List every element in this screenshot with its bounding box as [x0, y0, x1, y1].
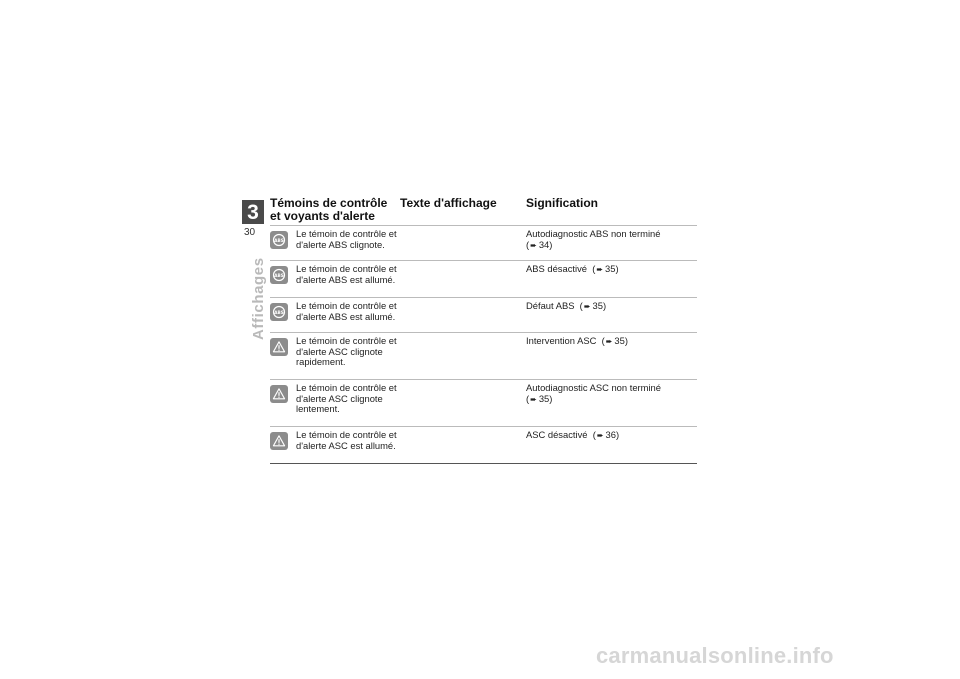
meaning-text: Autodiagnostic ASC non terminé (➨ 35) — [526, 382, 661, 404]
warning-lights-table — [270, 197, 697, 464]
page-reference[interactable]: 35) — [614, 335, 628, 346]
display-text — [400, 336, 526, 379]
asc-warning-icon — [270, 432, 288, 450]
display-text — [400, 301, 526, 332]
table-row — [270, 298, 697, 333]
display-text — [400, 430, 526, 463]
table-row — [270, 380, 697, 427]
chapter-number-badge: 3 — [242, 200, 264, 224]
page-reference[interactable]: 35) — [592, 300, 607, 311]
page-ref-arrow-icon: ➨ — [530, 394, 537, 404]
display-text — [400, 229, 526, 260]
page-ref-arrow-icon: ➨ — [596, 431, 604, 440]
chapter-title-vertical: Affichages — [250, 257, 267, 340]
asc-warning-icon — [270, 385, 288, 403]
meaning-text: ASC désactivé (➨ 36) — [526, 429, 620, 440]
table-header — [270, 197, 697, 226]
light-description: Le témoin de contrôle et d'alerte ASC clignote rapidement. — [296, 335, 397, 368]
header-warning-lights: Témoins de contrôle et voyants d'alerte — [270, 196, 388, 223]
abs-warning-icon — [270, 266, 288, 284]
light-description: Le témoin de contrôle et d'alerte ABS clignote. — [296, 228, 397, 250]
meaning-text: Intervention ASC (➨ 35) — [526, 335, 628, 346]
watermark: carmanualsonline.info — [596, 643, 834, 668]
meaning-text: ABS désactivé (➨ 35) — [526, 263, 619, 274]
page-reference[interactable]: 36) — [605, 429, 620, 440]
abs-warning-icon — [270, 303, 288, 321]
display-text — [400, 264, 526, 297]
table-row — [270, 427, 697, 464]
page-reference[interactable]: 35) — [605, 263, 619, 274]
table-row — [270, 226, 697, 261]
table-row — [270, 333, 697, 380]
page-ref-arrow-icon: ➨ — [583, 302, 591, 311]
svg-text:ABS: ABS — [274, 310, 284, 315]
page-ref-arrow-icon: ➨ — [530, 240, 537, 250]
svg-text:ABS: ABS — [274, 273, 284, 278]
page-ref-arrow-icon: ➨ — [596, 265, 604, 274]
abs-warning-icon — [270, 231, 288, 249]
svg-text:ABS: ABS — [274, 238, 284, 243]
page-reference[interactable]: 34) — [538, 238, 553, 250]
header-meaning: Signification — [526, 196, 598, 210]
light-description: Le témoin de contrôle et d'alerte ASC est allumé. — [296, 429, 397, 451]
light-description: Le témoin de contrôle et d'alerte ABS est allumé. — [296, 300, 397, 322]
table-row — [270, 261, 697, 298]
page-ref-arrow-icon: ➨ — [605, 337, 613, 346]
meaning-text: Défaut ABS (➨ 35) — [526, 300, 607, 311]
asc-warning-icon — [270, 338, 288, 356]
header-display-text: Texte d'affichage — [400, 196, 497, 210]
display-text — [400, 383, 526, 426]
meaning-text: Autodiagnostic ABS non terminé (➨ 34) — [526, 228, 661, 250]
light-description: Le témoin de contrôle et d'alerte ABS est allumé. — [296, 263, 397, 285]
page-reference[interactable]: 35) — [538, 392, 553, 404]
light-description: Le témoin de contrôle et d'alerte ASC clignote lentement. — [296, 382, 397, 415]
page-number: 30 — [244, 227, 256, 238]
